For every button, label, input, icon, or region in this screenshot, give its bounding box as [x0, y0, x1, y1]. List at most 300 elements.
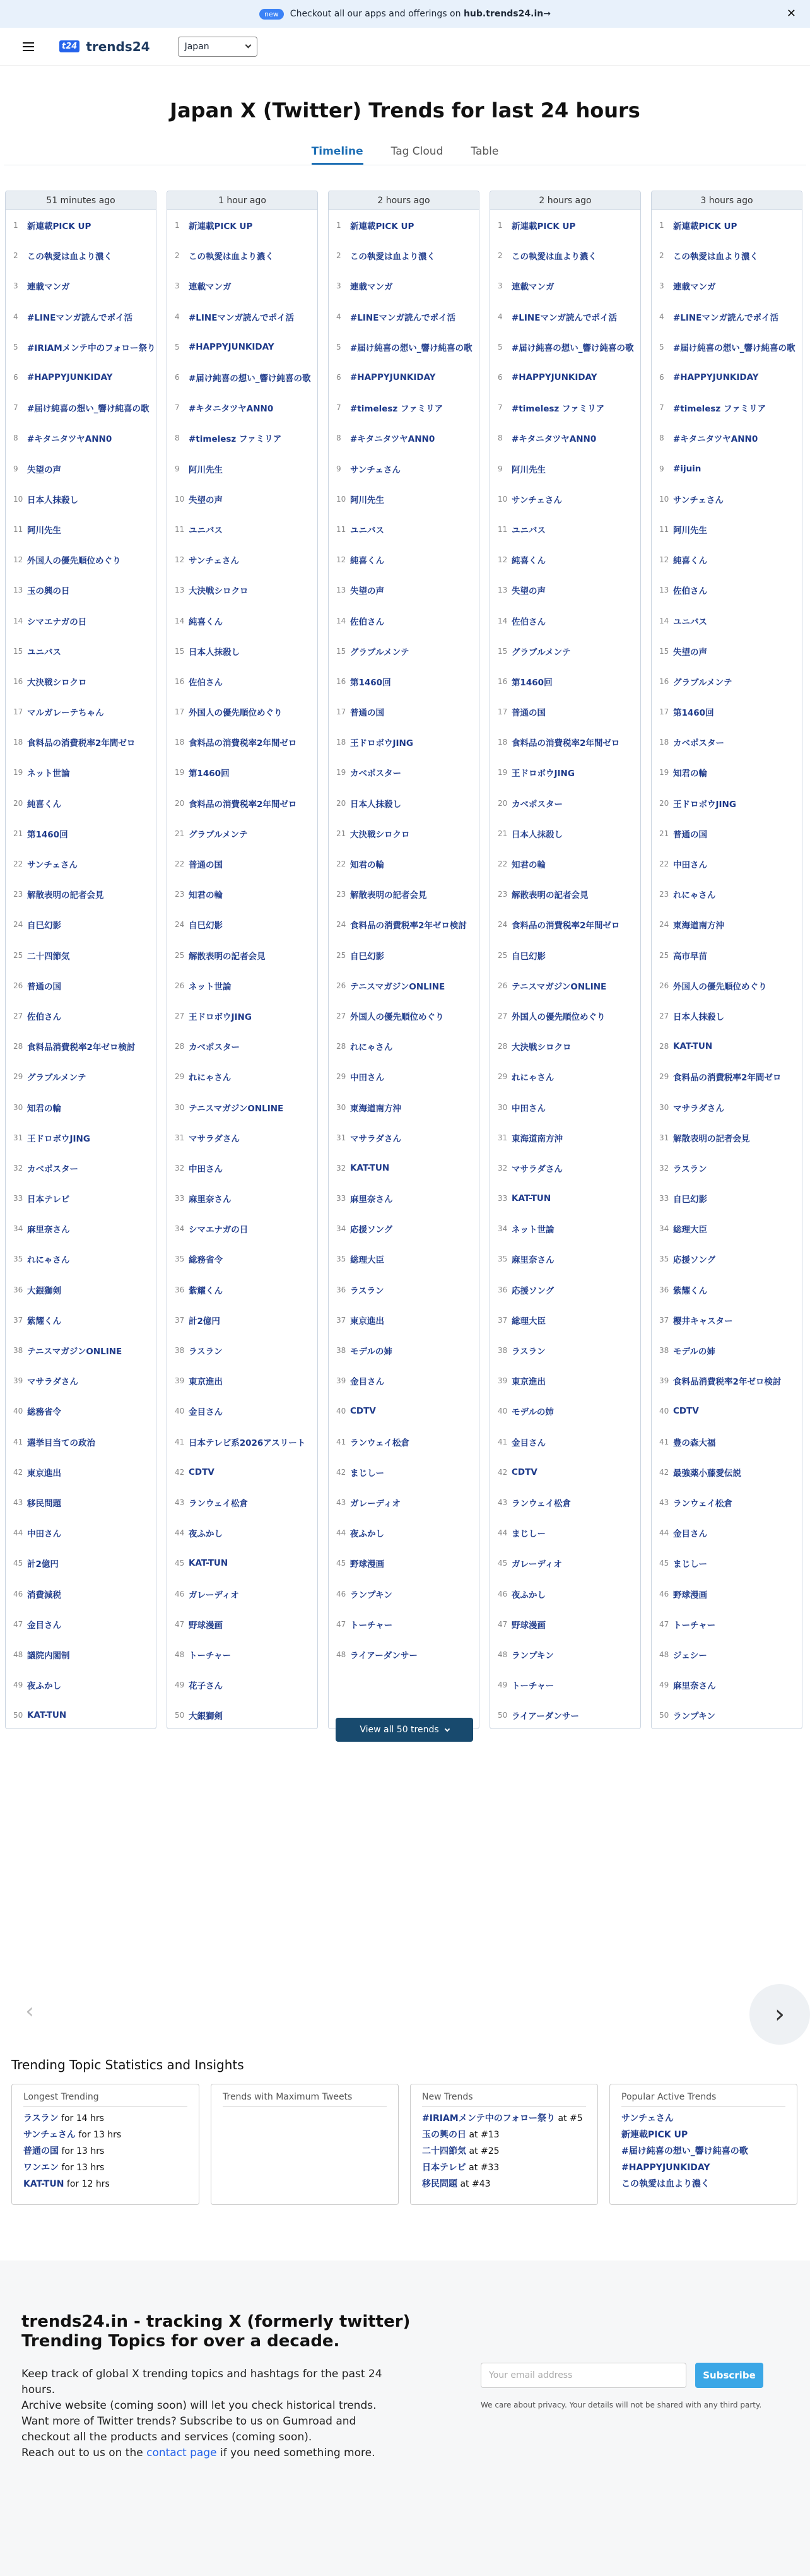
- trend-link[interactable]: モデルの姉: [512, 1407, 554, 1418]
- trend-link[interactable]: CDTV: [350, 1406, 376, 1417]
- trend-link[interactable]: マサラダさん: [350, 1133, 401, 1144]
- trend-link[interactable]: ライアーダンサー: [512, 1711, 579, 1722]
- trend-link[interactable]: ランウェイ松倉: [189, 1498, 248, 1509]
- trend-link[interactable]: #キタニタツヤANN0: [673, 434, 758, 445]
- trend-link[interactable]: ランウェイ松倉: [350, 1438, 409, 1448]
- trend-link[interactable]: ネット世論: [189, 981, 232, 992]
- top-navbar: [0, 28, 810, 66]
- trend-link[interactable]: トーチャー: [512, 1681, 555, 1692]
- trend-link[interactable]: 阿川先生: [673, 525, 707, 536]
- trend-link[interactable]: KAT-TUN: [512, 1193, 551, 1204]
- trend-link[interactable]: 新連載PICK UP: [189, 222, 253, 232]
- trend-link[interactable]: 紫耀くん: [673, 1285, 707, 1296]
- trend-link[interactable]: #timelesz ファミリア: [350, 404, 443, 415]
- trend-link[interactable]: #届け純喜の想い_響け純喜の歌: [512, 343, 634, 353]
- trend-link[interactable]: 第1460回: [189, 769, 230, 779]
- trend-link[interactable]: 自巳幻影: [673, 1195, 707, 1205]
- trend-link[interactable]: 佐伯さん: [350, 617, 384, 627]
- trend-link[interactable]: 第1460回: [673, 708, 714, 719]
- trend-link[interactable]: シマエナガの日: [27, 617, 87, 627]
- trend-link[interactable]: 計2億円: [27, 1559, 59, 1570]
- trend-link[interactable]: この執愛は血より濃く: [673, 252, 758, 263]
- trend-link[interactable]: 玉の興の日: [27, 586, 70, 597]
- trend-link[interactable]: 自巳幻影: [350, 951, 384, 962]
- trend-link[interactable]: ユニバス: [27, 647, 61, 658]
- trend-link[interactable]: 連載マンガ: [512, 282, 555, 293]
- trend-link[interactable]: ガレーディオ: [350, 1498, 401, 1509]
- trend-link[interactable]: ランプキン: [512, 1650, 554, 1661]
- trend-row: [329, 1487, 479, 1518]
- trend-link[interactable]: 第1460回: [27, 829, 68, 840]
- trend-link[interactable]: 外国人の優先順位めぐり: [512, 1012, 606, 1022]
- trend-link[interactable]: #LINEマンガ読んでポイ活: [350, 312, 455, 323]
- trend-link[interactable]: この執愛は血より濃く: [512, 252, 597, 263]
- trend-link[interactable]: KAT-TUN: [350, 1162, 390, 1173]
- trend-rank: 20: [336, 798, 346, 808]
- trend-link[interactable]: れにゃさん: [512, 1073, 555, 1084]
- trend-link[interactable]: 失望の声: [27, 464, 61, 475]
- stat-trend-link[interactable]: #届け純喜の想い_響け純喜の歌: [621, 2146, 748, 2156]
- trend-link[interactable]: 連載マンガ: [673, 282, 716, 293]
- trend-link[interactable]: 普通の国: [27, 981, 61, 992]
- trend-link[interactable]: マサラダさん: [189, 1133, 240, 1144]
- trend-link[interactable]: ランウェイ松倉: [673, 1498, 732, 1509]
- trend-link[interactable]: マサラダさん: [27, 1377, 78, 1388]
- trend-link[interactable]: 知君の輪: [673, 769, 707, 779]
- trend-link[interactable]: マサラダさん: [512, 1164, 563, 1174]
- trend-link[interactable]: 食料品消費税率2年ゼロ検討: [673, 1377, 782, 1388]
- trend-link[interactable]: 麻里奈さん: [350, 1195, 393, 1205]
- trend-link[interactable]: 東京進出: [512, 1377, 546, 1388]
- trend-link[interactable]: 王ドロボウJING: [189, 1012, 252, 1022]
- trend-link[interactable]: 自巳幻影: [27, 921, 61, 931]
- trend-link[interactable]: この執愛は血より濃く: [27, 252, 112, 263]
- trend-link[interactable]: 野球漫画: [189, 1620, 223, 1631]
- trend-link[interactable]: 日本人抹殺し: [512, 829, 563, 840]
- trend-link[interactable]: この執愛は血より濃く: [350, 252, 435, 263]
- trend-link[interactable]: 麻里奈さん: [189, 1195, 232, 1205]
- trend-link[interactable]: 連載マンガ: [350, 282, 393, 293]
- trend-link[interactable]: 中田さん: [512, 1103, 546, 1114]
- trend-link[interactable]: 新連載PICK UP: [512, 222, 576, 232]
- trend-link[interactable]: 紫耀くん: [27, 1316, 61, 1326]
- trend-link[interactable]: 普通の国: [350, 708, 384, 719]
- trend-link[interactable]: 東京進出: [27, 1468, 61, 1479]
- trend-link[interactable]: まじしー: [512, 1529, 546, 1540]
- trend-link[interactable]: #届け純喜の想い_響け純喜の歌: [27, 404, 150, 415]
- trend-rank: 7: [498, 403, 503, 413]
- trend-link[interactable]: #HAPPYJUNKIDAY: [350, 372, 436, 383]
- stat-trend-link[interactable]: #IRIAMメンテ中のフォロー祭り: [422, 2113, 555, 2124]
- trend-link[interactable]: 王ドロボウJING: [512, 769, 575, 779]
- trend-link[interactable]: 連載マンガ: [189, 282, 232, 293]
- trend-link[interactable]: 第1460回: [350, 677, 391, 688]
- trend-link[interactable]: グラブルメンテ: [350, 647, 409, 658]
- stat-trend-link[interactable]: ラスラン: [23, 2113, 59, 2124]
- trend-link[interactable]: 純喜くん: [27, 799, 61, 810]
- trend-link[interactable]: 金目さん: [350, 1377, 384, 1388]
- trend-link[interactable]: 外国人の優先順位めぐり: [673, 981, 767, 992]
- trend-link[interactable]: テニスマガジンONLINE: [189, 1103, 284, 1114]
- trend-link[interactable]: 解散表明の記者会見: [27, 890, 104, 901]
- trend-link[interactable]: 総理大臣: [673, 1225, 707, 1236]
- close-icon[interactable]: ✕: [786, 7, 796, 20]
- trend-link[interactable]: ガレーディオ: [189, 1590, 239, 1600]
- trend-link[interactable]: 王ドロボウJING: [27, 1133, 90, 1144]
- trend-link[interactable]: 佐伯さん: [27, 1012, 61, 1022]
- trend-link[interactable]: 総務省令: [189, 1255, 223, 1266]
- trend-link[interactable]: 食料品の消費税率2年間ゼロ: [512, 921, 620, 931]
- trend-link[interactable]: ユニバス: [673, 617, 707, 627]
- trend-link[interactable]: 豊の森大福: [673, 1438, 716, 1448]
- trend-link[interactable]: ランプキン: [673, 1711, 715, 1722]
- prev-arrow-icon[interactable]: ‹: [25, 1999, 34, 2024]
- trend-link[interactable]: 王ドロボウJING: [350, 738, 413, 749]
- trend-link[interactable]: 東京進出: [189, 1377, 223, 1388]
- trend-link[interactable]: 佐伯さん: [189, 677, 223, 688]
- menu-icon[interactable]: [23, 42, 34, 51]
- trend-link[interactable]: ネット世論: [512, 1225, 555, 1236]
- trend-link[interactable]: ライアーダンサー: [350, 1650, 418, 1661]
- trend-link[interactable]: 外国人の優先順位めぐり: [189, 708, 283, 719]
- trend-link[interactable]: 食料品の消費税率2年間ゼロ: [189, 799, 297, 810]
- trend-link[interactable]: 金目さん: [189, 1407, 223, 1418]
- trend-link[interactable]: 大決戦シロクロ: [189, 586, 249, 597]
- trend-link[interactable]: 連載マンガ: [27, 282, 70, 293]
- trend-link[interactable]: 解散表明の記者会見: [512, 890, 589, 901]
- trend-link[interactable]: グラブルメンテ: [27, 1073, 86, 1084]
- country-select[interactable]: [178, 37, 257, 57]
- stat-trend-link[interactable]: 移民問題: [422, 2179, 457, 2189]
- trend-link[interactable]: 麻里奈さん: [673, 1681, 716, 1692]
- trend-link[interactable]: 新連載PICK UP: [673, 222, 737, 232]
- trend-link[interactable]: 二十四節気: [27, 951, 70, 962]
- trend-link[interactable]: 計2億円: [189, 1316, 220, 1326]
- trend-row: [652, 1700, 802, 1729]
- trend-link[interactable]: まじしー: [350, 1468, 384, 1479]
- trend-link[interactable]: 解散表明の記者会見: [189, 951, 266, 962]
- trend-link[interactable]: 日本テレビ系2026アスリート: [189, 1438, 306, 1448]
- trend-link[interactable]: グラブルメンテ: [673, 677, 732, 688]
- email-input[interactable]: Your email address: [481, 2363, 686, 2388]
- tab-tag-cloud[interactable]: Tag Cloud: [390, 145, 443, 158]
- trend-link[interactable]: ユニバス: [189, 525, 223, 536]
- trend-link[interactable]: トーチャー: [673, 1620, 716, 1631]
- trend-link[interactable]: 夜ふかし: [27, 1681, 61, 1692]
- trend-link[interactable]: れにゃさん: [673, 890, 716, 901]
- trend-link[interactable]: 日本人抹殺し: [27, 495, 78, 505]
- trend-link[interactable]: サンチェさん: [512, 495, 562, 505]
- trend-link[interactable]: 総理大臣: [512, 1316, 546, 1326]
- stat-trend-link[interactable]: ワンエン: [23, 2163, 59, 2173]
- trend-link[interactable]: 中田さん: [350, 1073, 384, 1084]
- trend-link[interactable]: #LINEマンガ読んでポイ活: [512, 312, 617, 323]
- trend-link[interactable]: 金目さん: [673, 1529, 707, 1540]
- trend-link[interactable]: 阿川先生: [189, 464, 223, 475]
- trend-link[interactable]: 普通の国: [189, 860, 223, 871]
- trend-link[interactable]: CDTV: [512, 1467, 537, 1477]
- trend-row: [652, 1640, 802, 1670]
- trend-link[interactable]: サンチェさん: [350, 464, 401, 475]
- trend-link[interactable]: 総理大臣: [350, 1255, 384, 1266]
- trend-link[interactable]: 花子さん: [189, 1681, 223, 1692]
- trend-link[interactable]: 中田さん: [189, 1164, 223, 1174]
- trend-link[interactable]: #キタニタツヤANN0: [512, 434, 597, 445]
- trend-link[interactable]: 総務省令: [27, 1407, 61, 1418]
- trend-link[interactable]: 移民問題: [27, 1498, 61, 1509]
- logo-text[interactable]: trends24: [86, 38, 150, 54]
- trend-link[interactable]: 新連載PICK UP: [27, 222, 91, 232]
- trend-link[interactable]: ラスラン: [350, 1285, 384, 1296]
- trend-link[interactable]: #届け純喜の想い_響け純喜の歌: [189, 374, 311, 384]
- trend-link[interactable]: #LINEマンガ読んでポイ活: [27, 312, 132, 323]
- trend-link[interactable]: #キタニタツヤANN0: [350, 434, 435, 445]
- trend-row: [6, 1609, 156, 1640]
- trend-link[interactable]: #ijuin: [673, 463, 701, 474]
- trend-link[interactable]: 東海道南方沖: [350, 1103, 401, 1114]
- trend-link[interactable]: 外国人の優先順位めぐり: [27, 556, 121, 567]
- trend-link[interactable]: 議院内閣制: [27, 1650, 70, 1661]
- trend-link[interactable]: 食料品の消費税率2年間ゼロ: [512, 738, 620, 749]
- trend-row: [490, 1578, 640, 1609]
- trend-rank: 1: [336, 221, 341, 230]
- trend-rank: 32: [175, 1163, 185, 1173]
- trend-link[interactable]: 消費減税: [27, 1590, 61, 1600]
- trend-link[interactable]: カベポスター: [189, 1043, 240, 1053]
- trend-link[interactable]: 阿川先生: [350, 495, 384, 505]
- banner-link[interactable]: hub.trends24.in: [463, 9, 544, 19]
- trend-link[interactable]: 中田さん: [27, 1529, 61, 1540]
- trend-row: [6, 1335, 156, 1366]
- trend-link[interactable]: ラスラン: [673, 1164, 707, 1174]
- trend-link[interactable]: 大決戦シロクロ: [27, 677, 87, 688]
- trend-link[interactable]: 金目さん: [27, 1620, 61, 1631]
- trend-link[interactable]: 応援ソング: [512, 1285, 555, 1296]
- trend-link[interactable]: 知君の輪: [350, 860, 384, 871]
- stat-trend-link[interactable]: 普通の国: [23, 2146, 59, 2156]
- trend-link[interactable]: 自巳幻影: [512, 951, 546, 962]
- trend-row: [490, 1275, 640, 1305]
- trend-link[interactable]: 第1460回: [512, 677, 553, 688]
- trend-link[interactable]: 自巳幻影: [189, 921, 223, 931]
- trend-link[interactable]: 純喜くん: [512, 556, 546, 567]
- trend-link[interactable]: #届け純喜の想い_響け純喜の歌: [350, 343, 472, 353]
- trend-link[interactable]: カベポスター: [512, 799, 563, 810]
- trend-link[interactable]: ラスラン: [512, 1347, 546, 1357]
- trend-link[interactable]: 金目さん: [512, 1438, 546, 1448]
- trend-link[interactable]: サンチェさん: [189, 556, 239, 567]
- trend-link[interactable]: ユニバス: [512, 525, 546, 536]
- stat-trend-link[interactable]: 新連載PICK UP: [621, 2130, 688, 2140]
- trend-link[interactable]: れにゃさん: [189, 1073, 232, 1084]
- trend-link[interactable]: 知君の輪: [27, 1103, 61, 1114]
- trend-rank: 48: [498, 1650, 508, 1659]
- trend-link[interactable]: 最強薬小藤愛伝説: [673, 1468, 741, 1479]
- trend-link[interactable]: 佐伯さん: [673, 586, 707, 597]
- trend-link[interactable]: モデルの姉: [350, 1347, 392, 1357]
- trend-link[interactable]: カベポスター: [27, 1164, 78, 1174]
- trend-link[interactable]: テニスマガジンONLINE: [512, 981, 607, 992]
- stat-trend-link[interactable]: 玉の興の日: [422, 2130, 466, 2140]
- trend-link[interactable]: れにゃさん: [27, 1255, 70, 1266]
- trend-rank: 30: [659, 1102, 669, 1112]
- trend-link[interactable]: 中田さん: [673, 860, 707, 871]
- trend-link[interactable]: 野球漫画: [673, 1590, 707, 1600]
- trend-link[interactable]: グラブルメンテ: [189, 829, 248, 840]
- trend-link[interactable]: ネット世論: [27, 769, 70, 779]
- trend-link[interactable]: 失望の声: [350, 586, 384, 597]
- trend-link[interactable]: 紫耀くん: [189, 1285, 223, 1296]
- stat-trend-link[interactable]: この執愛は血より濃く: [621, 2179, 710, 2189]
- trend-link[interactable]: #IRIAMメンテ中のフォロー祭り: [27, 343, 156, 353]
- trend-link[interactable]: 解散表明の記者会見: [350, 890, 427, 901]
- trend-link[interactable]: 普通の国: [512, 708, 546, 719]
- trend-link[interactable]: 外国人の優先順位めぐり: [350, 1012, 444, 1022]
- contact-link[interactable]: contact page: [146, 2447, 217, 2459]
- trend-row: [6, 393, 156, 423]
- trend-link[interactable]: 失望の声: [673, 647, 707, 658]
- tab-timeline[interactable]: Timeline: [312, 145, 363, 165]
- trend-link[interactable]: 夜ふかし: [512, 1590, 546, 1600]
- trend-link[interactable]: 知君の輪: [512, 860, 546, 871]
- trend-link[interactable]: カベポスター: [673, 738, 724, 749]
- trend-link[interactable]: テニスマガジンONLINE: [27, 1347, 122, 1357]
- view-all-button[interactable]: [336, 1718, 473, 1742]
- trend-link[interactable]: 食料品の消費税率2年間ゼロ: [27, 738, 136, 749]
- next-arrow-icon[interactable]: ›: [749, 1984, 810, 2045]
- trend-link[interactable]: 夜ふかし: [189, 1529, 223, 1540]
- trend-link[interactable]: 食料品の消費税率2年間ゼロ: [189, 738, 297, 749]
- trend-link[interactable]: 大決戦シロクロ: [350, 829, 410, 840]
- trend-link[interactable]: 野球漫画: [350, 1559, 384, 1570]
- trend-link[interactable]: トーチャー: [350, 1620, 393, 1631]
- trend-link[interactable]: 大決戦シロクロ: [512, 1043, 572, 1053]
- trend-rank: 12: [498, 555, 508, 565]
- trend-link[interactable]: KAT-TUN: [189, 1558, 228, 1569]
- trend-link[interactable]: 解散表明の記者会見: [673, 1133, 750, 1144]
- stat-trend-link[interactable]: 二十四節気: [422, 2146, 466, 2156]
- trend-link[interactable]: CDTV: [673, 1406, 699, 1417]
- trend-link[interactable]: KAT-TUN: [27, 1710, 67, 1721]
- trend-link[interactable]: 失望の声: [189, 495, 223, 505]
- trend-link[interactable]: 日本人抹殺し: [673, 1012, 724, 1022]
- trend-row: [329, 971, 479, 1001]
- trend-link[interactable]: 麻里奈さん: [512, 1255, 555, 1266]
- trend-link[interactable]: #LINEマンガ読んでポイ活: [189, 312, 294, 323]
- trend-link[interactable]: 大銀獅剣: [27, 1285, 61, 1296]
- trend-link[interactable]: マサラダさん: [673, 1103, 724, 1114]
- trend-link[interactable]: ジェシー: [673, 1650, 707, 1661]
- trend-link[interactable]: ラスラン: [189, 1347, 223, 1357]
- trend-link[interactable]: 夜ふかし: [350, 1529, 384, 1540]
- trend-link[interactable]: サンチェさん: [673, 495, 724, 505]
- trend-link[interactable]: ランプキン: [350, 1590, 392, 1600]
- stat-trend-link[interactable]: サンチェさん: [621, 2113, 674, 2124]
- trend-row: [490, 1183, 640, 1214]
- trend-link[interactable]: #HAPPYJUNKIDAY: [189, 341, 274, 352]
- trend-link[interactable]: 日本テレビ: [27, 1195, 70, 1205]
- trend-link[interactable]: 阿川先生: [512, 464, 546, 475]
- stat-trend-link[interactable]: サンチェさん: [23, 2130, 76, 2140]
- trend-link[interactable]: #LINEマンガ読んでポイ活: [673, 312, 778, 323]
- trend-link[interactable]: #キタニタツヤANN0: [27, 434, 112, 445]
- trend-rank: 49: [175, 1681, 185, 1690]
- trend-rank: 34: [13, 1224, 23, 1234]
- logo-mark[interactable]: t24: [59, 40, 79, 52]
- trend-link[interactable]: 純喜くん: [673, 556, 707, 567]
- trend-link[interactable]: 純喜くん: [350, 556, 384, 567]
- trend-link[interactable]: れにゃさん: [350, 1043, 393, 1053]
- trend-link[interactable]: ユニバス: [350, 525, 384, 536]
- trend-link[interactable]: 大銀獅剣: [189, 1711, 223, 1722]
- trend-link[interactable]: 新連載PICK UP: [350, 222, 414, 232]
- trend-link[interactable]: この執愛は血より濃く: [189, 252, 274, 263]
- trend-link[interactable]: シマエナガの日: [189, 1225, 249, 1236]
- trend-link[interactable]: 食料品の消費税率2年ゼロ検討: [350, 921, 467, 931]
- trend-link[interactable]: CDTV: [189, 1467, 214, 1477]
- trend-link[interactable]: 阿川先生: [27, 525, 61, 536]
- trend-link[interactable]: 日本人抹殺し: [350, 799, 401, 810]
- trend-link[interactable]: 東海道南方沖: [512, 1133, 563, 1144]
- trend-link[interactable]: 選挙目当ての政治: [27, 1438, 95, 1448]
- trend-link[interactable]: ガレーディオ: [512, 1559, 562, 1570]
- trend-link[interactable]: #timelesz ファミリア: [673, 404, 766, 415]
- trend-link[interactable]: グラブルメンテ: [512, 647, 571, 658]
- trend-link[interactable]: カベポスター: [350, 769, 401, 779]
- trend-link[interactable]: #届け純喜の想い_響け純喜の歌: [673, 343, 795, 353]
- trend-link[interactable]: KAT-TUN: [673, 1041, 713, 1052]
- trend-link[interactable]: 応援ソング: [673, 1255, 716, 1266]
- trend-link[interactable]: トーチャー: [189, 1650, 232, 1661]
- stat-trend-link[interactable]: #HAPPYJUNKIDAY: [621, 2163, 710, 2173]
- trend-link[interactable]: #timelesz ファミリア: [512, 404, 605, 415]
- trend-link[interactable]: 王ドロボウJING: [673, 799, 736, 810]
- stat-trend-link[interactable]: 日本テレビ: [422, 2163, 466, 2173]
- trend-link[interactable]: 東京進出: [350, 1316, 384, 1326]
- trend-link[interactable]: 東海道南方沖: [673, 921, 724, 931]
- trend-link[interactable]: #HAPPYJUNKIDAY: [512, 372, 597, 383]
- trend-link[interactable]: 応援ソング: [350, 1225, 393, 1236]
- trend-link[interactable]: #HAPPYJUNKIDAY: [27, 372, 113, 383]
- trend-link[interactable]: まじしー: [673, 1559, 707, 1570]
- trend-link[interactable]: 知君の輪: [189, 890, 223, 901]
- trend-link[interactable]: 麻里奈さん: [27, 1225, 70, 1236]
- trend-link[interactable]: モデルの姉: [673, 1347, 715, 1357]
- trend-rank: 31: [336, 1133, 346, 1142]
- subscribe-button[interactable]: Subscribe: [695, 2363, 763, 2388]
- trend-link[interactable]: 食料品の消費税率2年間ゼロ: [673, 1073, 782, 1084]
- trend-link[interactable]: サンチェさん: [27, 860, 78, 871]
- trend-link[interactable]: 失望の声: [512, 586, 546, 597]
- trend-link[interactable]: 高市早苗: [673, 951, 707, 962]
- trend-link[interactable]: 日本人抹殺し: [189, 647, 240, 658]
- trend-link[interactable]: #キタニタツヤANN0: [189, 404, 274, 415]
- trend-link[interactable]: 野球漫画: [512, 1620, 546, 1631]
- trend-link[interactable]: ランウェイ松倉: [512, 1498, 571, 1509]
- trend-link[interactable]: テニスマガジンONLINE: [350, 981, 445, 992]
- trend-link[interactable]: #timelesz ファミリア: [189, 434, 282, 445]
- trend-link[interactable]: 櫻井キャスター: [673, 1316, 733, 1326]
- trend-link[interactable]: 佐伯さん: [512, 617, 546, 627]
- stat-trend-link[interactable]: KAT-TUN: [23, 2179, 64, 2189]
- trend-rank: 1: [13, 221, 18, 230]
- tab-table[interactable]: Table: [471, 145, 499, 158]
- trend-link[interactable]: 普通の国: [673, 829, 707, 840]
- trend-link[interactable]: マルガレーテちゃん: [27, 708, 104, 719]
- trend-link[interactable]: 食料品消費税率2年ゼロ検討: [27, 1043, 136, 1053]
- trend-link[interactable]: #HAPPYJUNKIDAY: [673, 372, 759, 383]
- trend-link[interactable]: 純喜くん: [189, 617, 223, 627]
